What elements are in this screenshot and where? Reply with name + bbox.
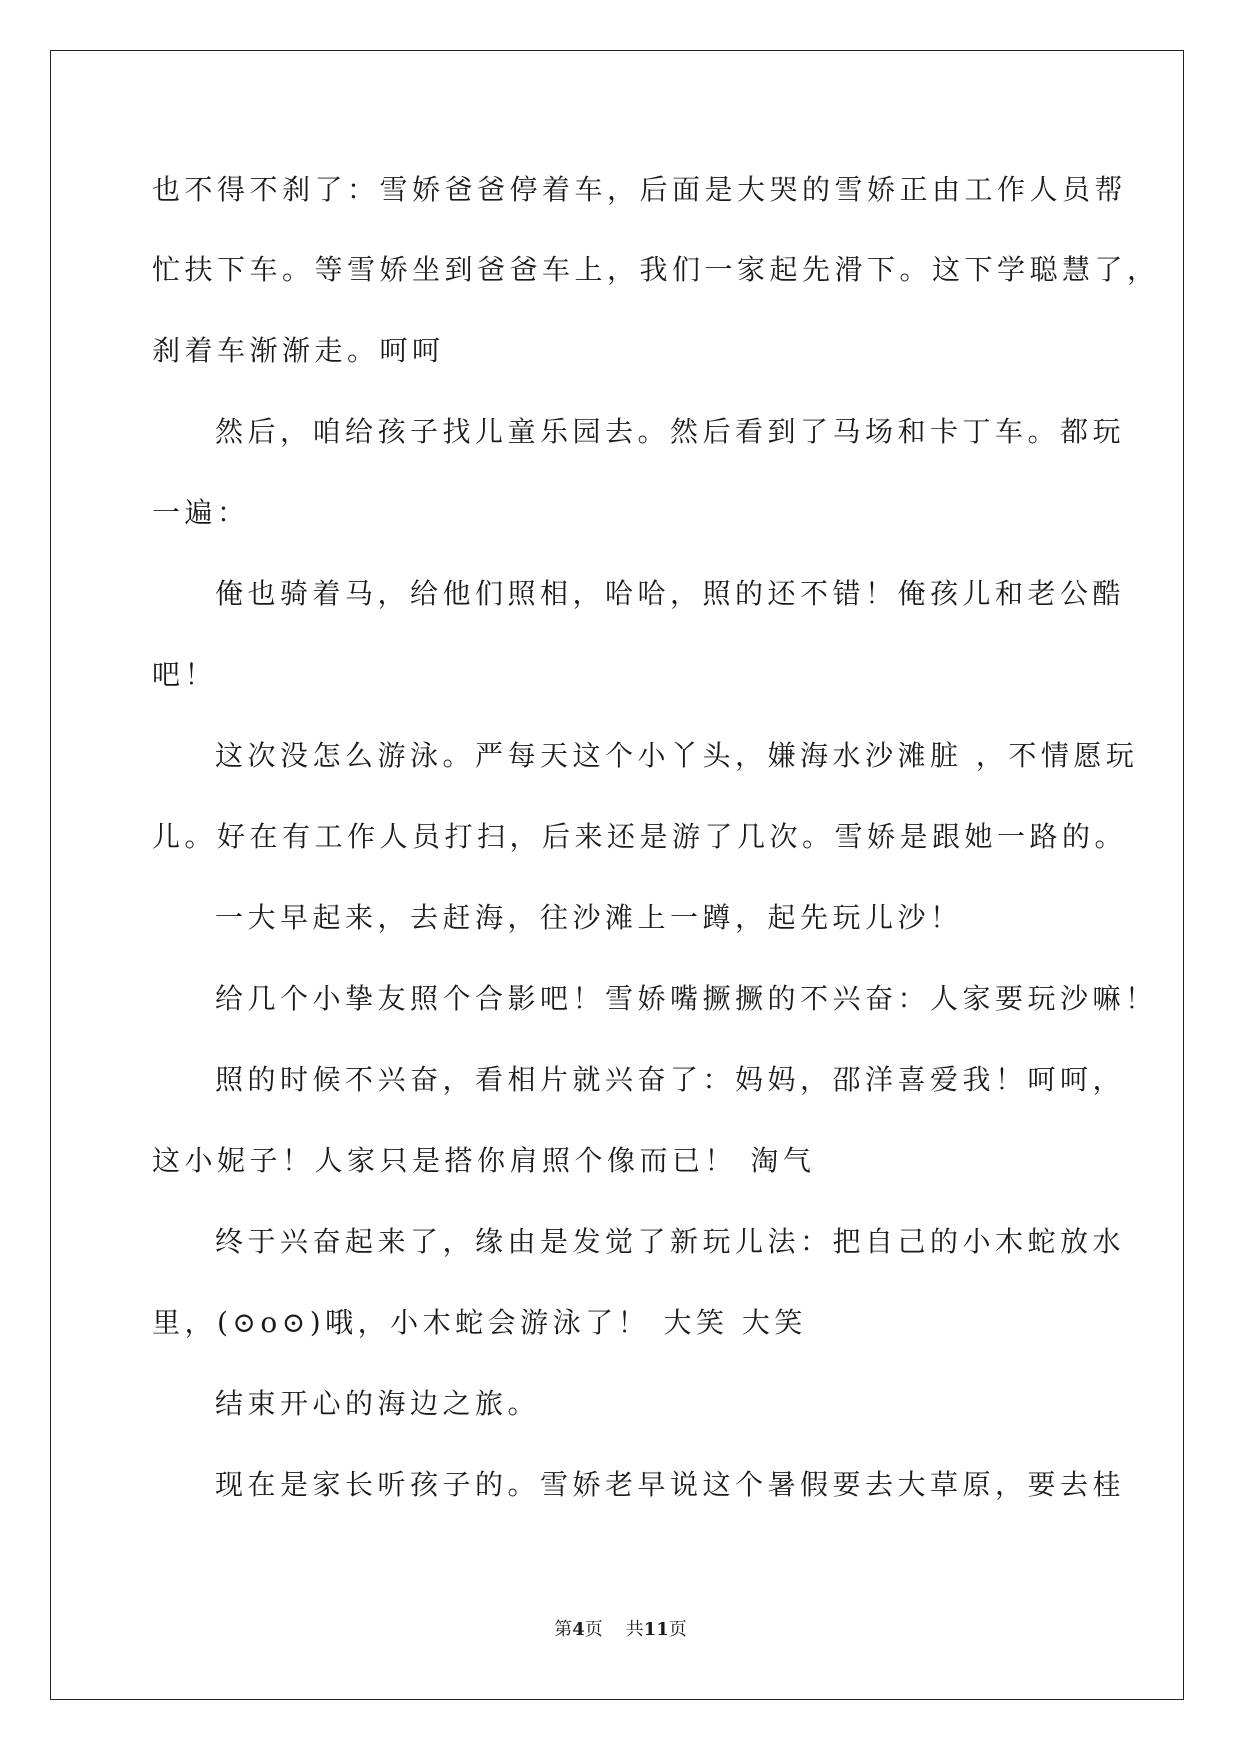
text-line: 刹着车渐渐走。呵呵 (152, 334, 445, 367)
text-line: 这小妮子！人家只是搭你肩照个像而已！ 淘气 (152, 1144, 816, 1177)
text-line: 俺也骑着马，给他们照相，哈哈，照的还不错！俺孩儿和老公酷 (215, 577, 1126, 610)
text-line: 忙扶下车。等雪娇坐到爸爸车上，我们一家起先滑下。这下学聪慧了， (152, 253, 1160, 286)
text-line: 一大早起来，去赶海，往沙滩上一蹲，起先玩儿沙！ (215, 901, 963, 934)
text-line: 给几个小挚友照个合影吧！雪娇嘴撅撅的不兴奋：人家要玩沙嘛！ (215, 982, 1158, 1015)
text-line: 结束开心的海边之旅。 (215, 1387, 541, 1420)
text-line: 照的时候不兴奋，看相片就兴奋了：妈妈，邵洋喜爱我！呵呵， (215, 1063, 1126, 1096)
page-border (50, 50, 1184, 1700)
text-line: 然后，咱给孩子找儿童乐园去。然后看到了马场和卡丁车。都玩 (215, 415, 1126, 448)
text-line: 吧！ (152, 658, 218, 691)
footer-total-prefix: 共 (625, 1619, 644, 1640)
footer-page-suffix: 页 (584, 1619, 603, 1640)
page-footer (0, 1618, 1241, 1642)
text-line: 也不得不刹了：雪娇爸爸停着车，后面是大哭的雪娇正由工作人员帮 (152, 173, 1128, 206)
text-line: 现在是家长听孩子的。雪娇老早说这个暑假要去大草原，要去桂 (215, 1468, 1126, 1501)
footer-total-suffix: 页 (668, 1619, 687, 1640)
text-line: 儿。好在有工作人员打扫，后来还是游了几次。雪娇是跟她一路的。 (152, 820, 1128, 853)
text-line: 这次没怎么游泳。严每天这个小丫头，嫌海水沙滩脏 ，不情愿玩 (215, 739, 1139, 772)
text-line: 一遍： (152, 496, 250, 529)
text-line: 里，(⊙o⊙)哦，小木蛇会游泳了！ 大笑 大笑 (152, 1306, 807, 1339)
footer-prefix: 第 (554, 1619, 573, 1640)
total-page-count: 11 (643, 1619, 669, 1640)
text-line: 终于兴奋起来了，缘由是发觉了新玩儿法：把自己的小木蛇放水 (215, 1225, 1126, 1258)
current-page-number: 4 (572, 1619, 585, 1640)
